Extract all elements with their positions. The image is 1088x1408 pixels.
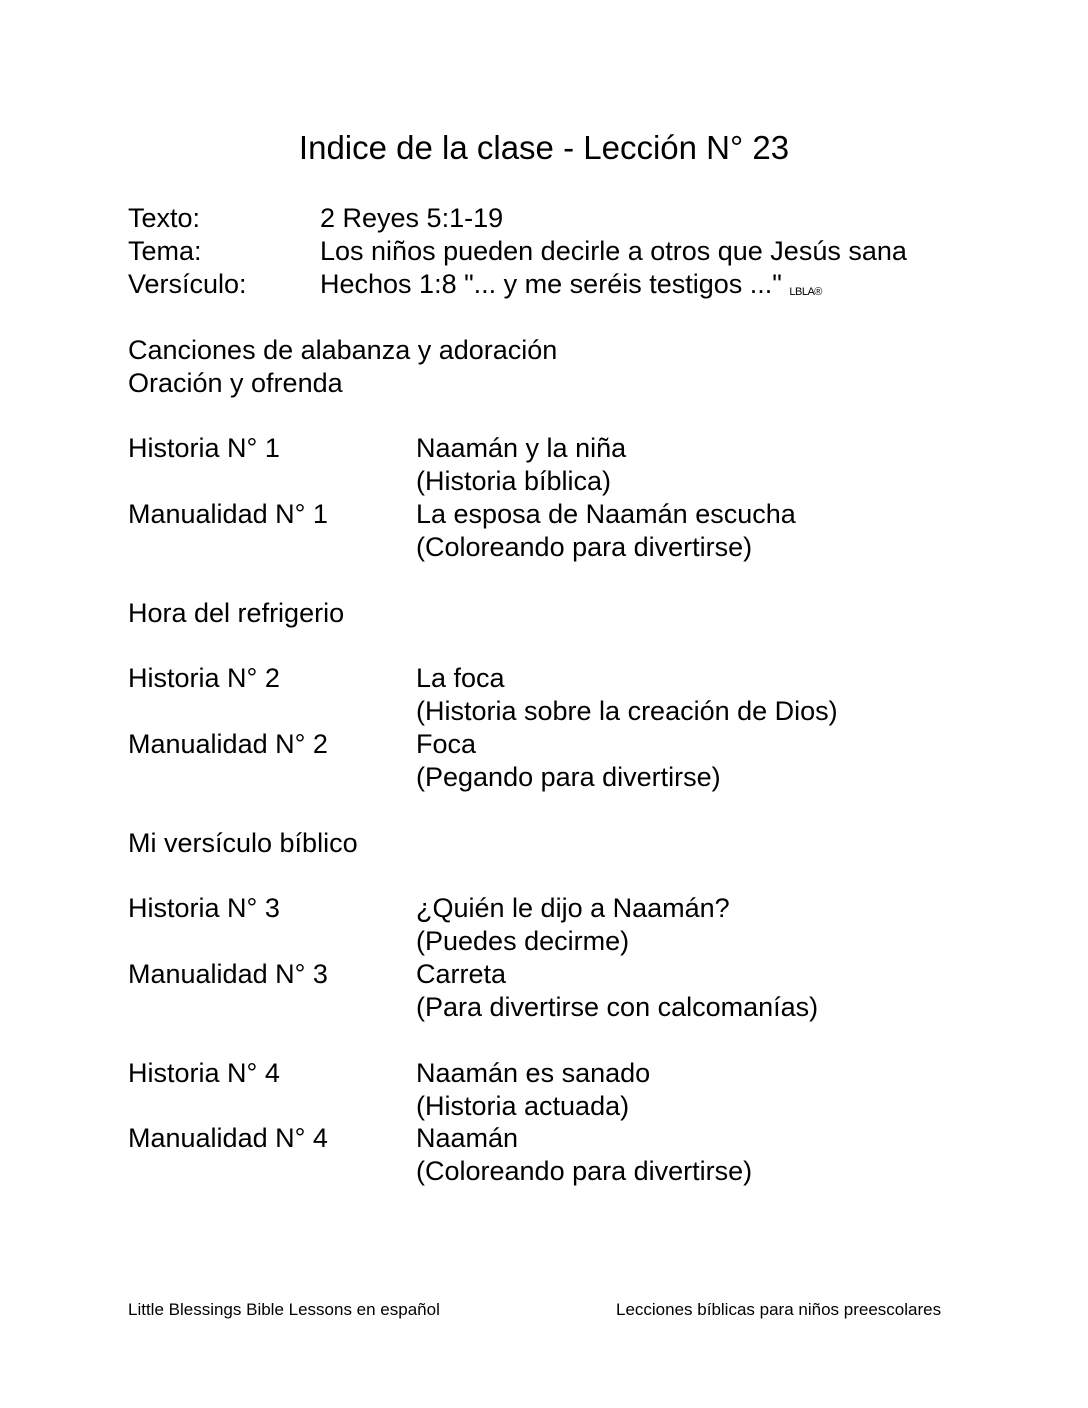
footer-right: Lecciones bíblicas para niños preescolares	[616, 1300, 942, 1319]
page-title: Indice de la clase - Lección N° 23	[298, 129, 790, 166]
opening-line-prayer: Oración y ofrenda	[128, 368, 343, 398]
row-subtitle: (Historia sobre la creación de Dios)	[416, 696, 838, 726]
row-subtitle: (Para divertirse con calcomanías)	[416, 992, 819, 1022]
opening-line-praise: Canciones de alabanza y adoración	[128, 335, 558, 365]
row-subtitle: (Pegando para divertirse)	[416, 762, 721, 792]
row-label: Manualidad N° 2	[128, 729, 328, 759]
row-title: ¿Quién le dijo a Naamán?	[416, 893, 730, 923]
bible-version: LBLA®	[789, 286, 822, 298]
row-title: La esposa de Naamán escucha	[416, 499, 796, 529]
row-subtitle: (Puedes decirme)	[416, 926, 630, 956]
row-label: Manualidad N° 1	[128, 499, 328, 529]
tema-value: Los niños pueden decirle a otros que Jesús sana	[320, 236, 907, 266]
row-title: Naamán	[416, 1123, 519, 1153]
row-label: Historia N° 4	[128, 1058, 280, 1088]
row-label: Historia N° 1	[128, 433, 280, 463]
break-bible-verse: Mi versículo bíblico	[128, 828, 358, 858]
row-subtitle: (Coloreando para divertirse)	[416, 532, 753, 562]
row-title: La foca	[416, 663, 505, 693]
row-title: Naamán y la niña	[416, 433, 627, 463]
texto-label: Texto:	[128, 203, 201, 233]
versiculo-label: Versículo:	[128, 269, 247, 299]
row-subtitle: (Historia actuada)	[416, 1091, 630, 1121]
row-subtitle: (Historia bíblica)	[416, 466, 612, 496]
row-subtitle: (Coloreando para divertirse)	[416, 1156, 753, 1186]
tema-label: Tema:	[128, 236, 202, 266]
versiculo-value: Hechos 1:8 "... y me seréis testigos ..."	[320, 269, 782, 299]
row-label: Manualidad N° 3	[128, 959, 328, 989]
row-title: Naamán es sanado	[416, 1058, 651, 1088]
row-label: Historia N° 2	[128, 663, 280, 693]
texto-value: 2 Reyes 5:1-19	[320, 203, 504, 233]
break-refreshment: Hora del refrigerio	[128, 598, 345, 628]
footer-left: Little Blessings Bible Lessons en español	[128, 1300, 440, 1319]
row-title: Carreta	[416, 959, 507, 989]
row-label: Manualidad N° 4	[128, 1123, 328, 1153]
versiculo-value-wrap	[320, 268, 822, 307]
row-title: Foca	[416, 729, 477, 759]
row-label: Historia N° 3	[128, 893, 280, 923]
